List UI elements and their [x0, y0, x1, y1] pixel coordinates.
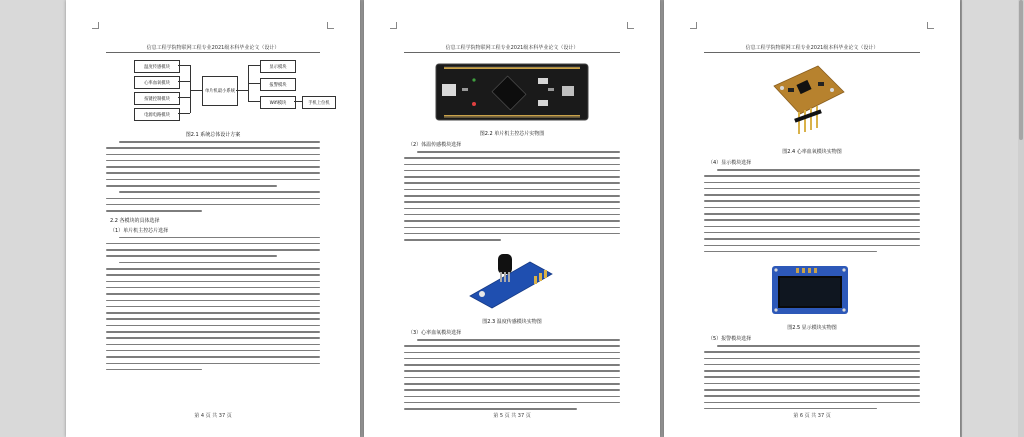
header-rule: [704, 52, 920, 53]
figure-caption: 图2.5 显示模块实物图: [787, 325, 837, 331]
running-header: 信息工程学院物联网工程专业2021级本科毕业论文（设计）: [146, 45, 280, 51]
diagram-wire: [178, 97, 190, 98]
diagram-wire: [248, 83, 260, 84]
diagram-block-mcu: 单片机最小系统: [202, 76, 238, 106]
vertical-scrollbar[interactable]: [1018, 0, 1024, 437]
page-footer: 第 5 页 共 37 页: [493, 413, 531, 419]
header-rule: [106, 52, 320, 53]
crop-mark: [92, 22, 99, 29]
crop-mark: [327, 22, 334, 29]
subsection-heading: （1）单片机主控芯片选择: [110, 227, 169, 234]
subsection-heading: （4）显示模块选择: [708, 160, 752, 166]
diagram-block-display: 显示模块: [260, 60, 296, 73]
figure-caption: 图2.3 温度传感模块实物图: [482, 319, 542, 325]
diagram-wire: [236, 90, 248, 91]
section-heading: 2.2 各模块的具体选择: [110, 217, 160, 224]
subsection-heading: （3）心率血氧模块选择: [408, 330, 462, 336]
body-text: [404, 139, 620, 245]
crop-mark: [690, 22, 697, 29]
body-text: [704, 333, 920, 414]
body-text: [404, 327, 620, 415]
running-header: 信息工程学院物联网工程专业2021级本科毕业论文（设计）: [445, 45, 579, 51]
figure-caption: 图2.1 系统总体设计方案: [185, 132, 241, 138]
subsection-heading: （5）报警模块选择: [708, 336, 752, 342]
diagram-block-phone: 手机上位机: [302, 96, 336, 109]
workspace-left: [0, 0, 66, 437]
document-page-4[interactable]: [66, 0, 360, 437]
diagram-wire: [178, 65, 190, 66]
diagram-wire: [190, 65, 191, 113]
diagram-block-temp: 温度传感模块: [134, 60, 180, 73]
workspace-right: [962, 0, 1024, 437]
crop-mark: [927, 22, 934, 29]
body-text: [704, 157, 920, 257]
crop-mark: [390, 22, 397, 29]
diagram-wire: [248, 65, 260, 66]
system-block-diagram: [124, 60, 330, 122]
subsection-heading: （2）体温传感模块选择: [408, 142, 462, 148]
diagram-wire: [178, 81, 190, 82]
page-footer: 第 6 页 共 37 页: [793, 413, 831, 419]
heart-rate-module-photo: [760, 58, 854, 142]
document-page-5[interactable]: [364, 0, 660, 437]
diagram-wire: [178, 113, 190, 114]
diagram-block-heart: 心率血氧模块: [134, 76, 180, 89]
diagram-wire: [248, 101, 260, 102]
running-header: 信息工程学院物联网工程专业2021级本科毕业论文（设计）: [745, 45, 879, 51]
document-page-6[interactable]: [664, 0, 960, 437]
diagram-block-alarm: 报警模块: [260, 78, 296, 91]
scrollbar-thumb[interactable]: [1019, 0, 1023, 140]
diagram-wire: [190, 90, 202, 91]
body-text: [106, 141, 320, 375]
header-rule: [404, 52, 620, 53]
diagram-wire: [294, 101, 302, 102]
diagram-block-wifi: Wifi模块: [260, 96, 296, 109]
figure-caption: 图2.2 单片机主控芯片实物图: [479, 131, 545, 137]
page-footer: 第 4 页 共 37 页: [194, 413, 232, 419]
oled-display-photo: [770, 262, 850, 318]
temperature-module-photo: [460, 248, 560, 310]
crop-mark: [627, 22, 634, 29]
diagram-block-power: 电源电路模块: [134, 108, 180, 121]
diagram-block-keys: 按键控制模块: [134, 92, 180, 105]
figure-caption: 图2.4 心率血氧模块实物图: [782, 149, 842, 155]
stm32-board-photo: [434, 60, 590, 124]
